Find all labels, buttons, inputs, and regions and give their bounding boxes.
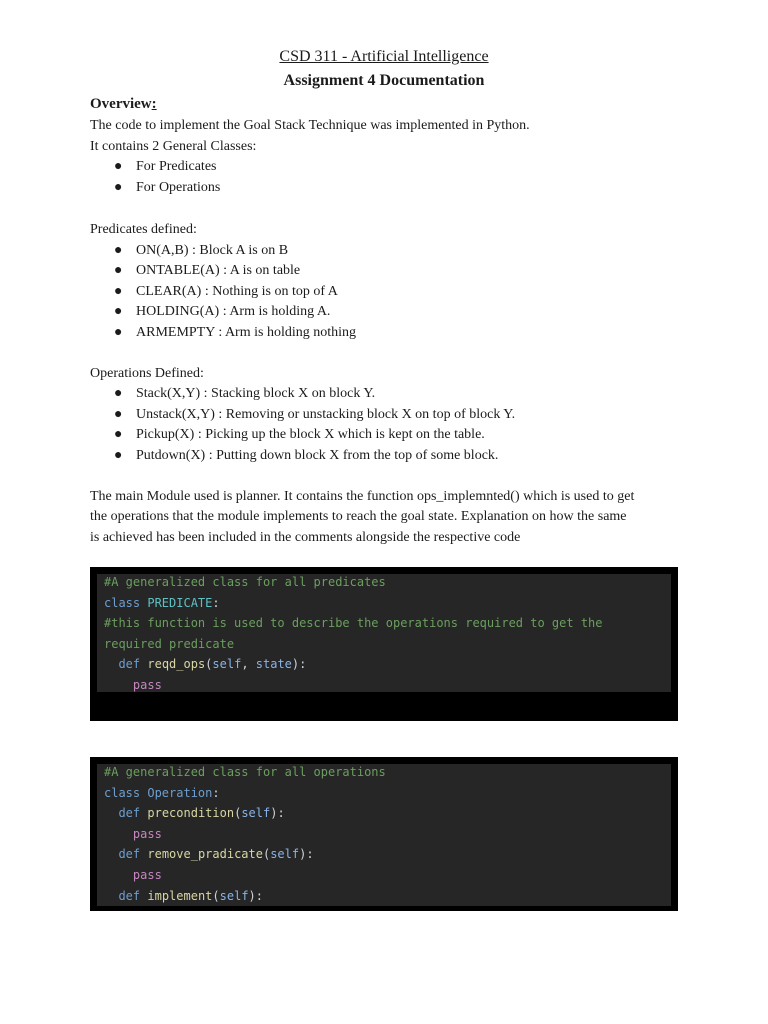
predicate-item: CLEAR(A) : Nothing is on top of A: [136, 284, 338, 299]
code-line: [104, 805, 285, 821]
code-line: [104, 826, 162, 842]
code-line: [104, 677, 162, 693]
code-punct: ):: [270, 806, 285, 820]
code-param: state: [255, 657, 292, 671]
predicate-item: HOLDING(A) : Arm is holding A.: [136, 304, 331, 319]
code-block-operation: [90, 757, 678, 911]
code-keyword: def: [118, 889, 141, 903]
code-punct: ):: [248, 889, 263, 903]
code-function-name: implement: [147, 889, 213, 903]
code-function-name: precondition: [147, 806, 235, 820]
bullet-icon: ●: [114, 243, 123, 258]
document-title: Assignment 4 Documentation: [283, 72, 485, 89]
code-punct: ):: [291, 657, 307, 671]
code-class-name: Operation: [147, 786, 213, 800]
bullet-icon: ●: [114, 427, 123, 442]
bullet-icon: ●: [114, 159, 123, 174]
code-line: [104, 615, 603, 631]
code-keyword: def: [118, 657, 141, 671]
code-param: self: [241, 806, 271, 820]
code-panel: [97, 574, 671, 692]
code-line: [104, 785, 220, 801]
code-line: [104, 846, 314, 862]
bullet-icon: ●: [114, 448, 123, 463]
overview-line-2: It contains 2 General Classes:: [90, 139, 257, 154]
operation-item: Stack(X,Y) : Stacking block X on block Y.: [136, 386, 376, 401]
code-line: [104, 595, 220, 611]
code-punct: :: [212, 786, 220, 800]
operation-item: Unstack(X,Y) : Removing or unstacking block X on top of block Y.: [136, 407, 516, 422]
code-comment: #this function is used to describe the operations required to get the: [104, 616, 603, 630]
code-punct: ):: [299, 847, 314, 861]
code-function-name: remove_pradicate: [147, 847, 263, 861]
operations-heading: Operations Defined:: [90, 366, 204, 381]
code-panel: [97, 764, 671, 906]
code-param: self: [219, 889, 249, 903]
code-keyword: def: [118, 847, 141, 861]
code-param: self: [270, 847, 300, 861]
code-line: [104, 636, 234, 652]
bullet-icon: ●: [114, 407, 123, 422]
code-line: [104, 656, 306, 672]
code-punct: (: [205, 657, 213, 671]
code-keyword: pass: [132, 868, 162, 882]
code-block-predicate: [90, 567, 678, 721]
code-keyword: def: [118, 806, 141, 820]
predicate-item: ARMEMPTY : Arm is holding nothing: [136, 325, 357, 340]
code-punct: :: [212, 596, 220, 610]
paragraph-line-1: The main Module used is planner. It contains the function ops_implemnted() which is used to get: [90, 489, 635, 504]
class-item: For Predicates: [136, 159, 217, 174]
code-class-name: PREDICATE: [147, 596, 213, 610]
predicate-item: ON(A,B) : Block A is on B: [136, 243, 289, 258]
code-line: [104, 888, 263, 904]
predicates-heading: Predicates defined:: [90, 222, 197, 237]
code-function-name: reqd_ops: [147, 657, 206, 671]
operation-item: Putdown(X) : Putting down block X from the top of some block.: [136, 448, 499, 463]
code-keyword: class: [104, 786, 141, 800]
overview-line-1: The code to implement the Goal Stack Technique was implemented in Python.: [90, 118, 530, 133]
bullet-icon: ●: [114, 304, 123, 319]
code-comment: #A generalized class for all predicates: [104, 575, 386, 589]
bullet-icon: ●: [114, 180, 123, 195]
overview-heading-text: Overview: [90, 96, 152, 112]
code-punct: ,: [241, 657, 256, 671]
bullet-icon: ●: [114, 325, 123, 340]
paragraph-line-2: the operations that the module implements to reach the goal state. Explanation on how the same: [90, 509, 627, 524]
code-punct: (: [212, 889, 220, 903]
bullet-icon: ●: [114, 263, 123, 278]
code-comment: required predicate: [104, 637, 235, 651]
bullet-icon: ●: [114, 284, 123, 299]
paragraph-line-3: is achieved has been included in the comments alongside the respective code: [90, 530, 521, 545]
course-title: CSD 311 - Artificial Intelligence: [279, 48, 489, 65]
code-comment: #A generalized class for all operations: [104, 765, 386, 779]
code-punct: (: [262, 847, 271, 861]
code-keyword: pass: [132, 678, 162, 692]
code-line: [104, 867, 162, 883]
operation-item: Pickup(X) : Picking up the block X which is kept on the table.: [136, 427, 485, 442]
overview-heading-colon: :: [151, 96, 157, 112]
class-item: For Operations: [136, 180, 221, 195]
code-param: self: [212, 657, 242, 671]
bullet-icon: ●: [114, 386, 123, 401]
code-line: [104, 764, 386, 780]
code-line: [104, 574, 386, 590]
code-keyword: class: [104, 596, 141, 610]
overview-heading: [90, 95, 157, 113]
code-punct: (: [234, 806, 242, 820]
code-keyword: pass: [132, 827, 162, 841]
predicate-item: ONTABLE(A) : A is on table: [136, 263, 301, 278]
